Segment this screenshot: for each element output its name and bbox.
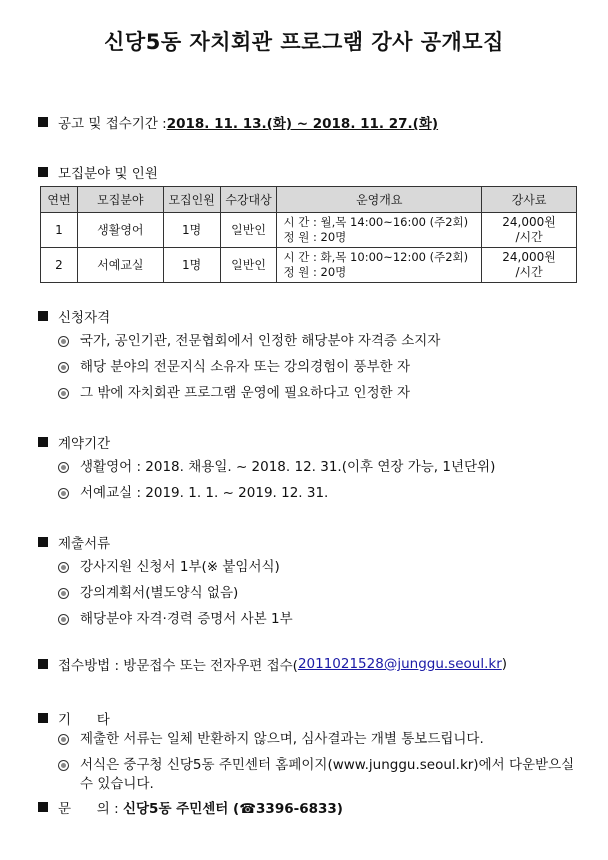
recruit-table — [40, 186, 577, 283]
notice-section — [38, 112, 588, 132]
list-item-text: 강의계획서(별도양식 없음) — [80, 585, 239, 601]
cell-count: 1명 — [163, 213, 220, 248]
header-target: 수강대상 — [220, 187, 277, 213]
list-item-text: 해당 분야의 전문지식 소유자 또는 강의경험이 풍부한 자 — [80, 359, 410, 375]
fee-unit: /시간 — [515, 230, 543, 244]
documents-section — [38, 532, 588, 636]
cell-fee — [482, 213, 577, 248]
header-overview: 운영개요 — [277, 187, 482, 213]
list-item-text: 제출한 서류는 일체 반환하지 않으며, 심사결과는 개별 통보드립니다. — [80, 731, 484, 747]
square-bullet-icon — [38, 659, 48, 669]
inquiry-value: 신당5동 주민센터 (☎3396-6833) — [122, 801, 343, 817]
qualification-heading: 신청자격 — [58, 310, 111, 326]
cell-overview — [277, 213, 482, 248]
submission-label: 접수방법 : 방문접수 또는 전자우편 접수( — [58, 658, 298, 674]
list-item-text: 강사지원 신청서 1부(※ 붙임서식) — [80, 559, 280, 575]
contract-section — [38, 432, 588, 510]
etc-heading: 기 타 — [58, 712, 110, 728]
cell-no: 1 — [41, 213, 78, 248]
etc-section — [38, 708, 588, 801]
fee-amount: 24,000원 — [502, 250, 556, 264]
list-item-text: 서식은 중구청 신당5동 주민센터 홈페이지(www.junggu.seoul.kr)에서 다운받으실 수 있습니다. — [80, 757, 575, 792]
list-item-text: 국가, 공인기관, 전문협회에서 인정한 해당분야 자격증 소지자 — [80, 333, 441, 349]
list-item — [58, 730, 588, 749]
circle-bullet-icon — [58, 362, 69, 373]
circle-bullet-icon — [58, 588, 69, 599]
table-header-row — [41, 187, 577, 213]
notice-period: 2018. 11. 13.(화) ~ 2018. 11. 27.(화) — [166, 116, 439, 132]
circle-bullet-icon — [58, 562, 69, 573]
cell-field: 생활영어 — [77, 213, 163, 248]
inquiry-label: 문 의 : — [58, 801, 123, 817]
fee-unit: /시간 — [515, 265, 543, 279]
fee-amount: 24,000원 — [502, 215, 556, 229]
page-title: 신당5동 자치회관 프로그램 강사 공개모집 — [104, 30, 504, 54]
cell-fee — [482, 248, 577, 283]
email-link[interactable]: 2011021528@junggu.seoul.kr — [297, 656, 502, 672]
overview-capacity: 정 원 : 20명 — [283, 265, 347, 279]
square-bullet-icon — [38, 167, 48, 177]
cell-field: 서예교실 — [77, 248, 163, 283]
inquiry-section — [38, 797, 588, 817]
cell-no: 2 — [41, 248, 78, 283]
square-bullet-icon — [38, 437, 48, 447]
list-item — [58, 358, 588, 377]
circle-bullet-icon — [58, 462, 69, 473]
header-no: 연번 — [41, 187, 78, 213]
square-bullet-icon — [38, 713, 48, 723]
square-bullet-icon — [38, 802, 48, 812]
overview-capacity: 정 원 : 20명 — [283, 230, 347, 244]
notice-label: 공고 및 접수기간 : — [58, 116, 167, 132]
list-item — [58, 332, 588, 351]
circle-bullet-icon — [58, 734, 69, 745]
cell-overview — [277, 248, 482, 283]
cell-count: 1명 — [163, 248, 220, 283]
recruit-section — [38, 162, 588, 182]
list-item — [58, 756, 588, 794]
overview-schedule: 시 간 : 화,목 10:00~12:00 (주2회) — [283, 250, 469, 264]
documents-heading: 제출서류 — [58, 536, 111, 552]
cell-target: 일반인 — [220, 213, 277, 248]
list-item — [58, 558, 588, 577]
header-field: 모집분야 — [77, 187, 163, 213]
list-item — [58, 584, 588, 603]
qualification-section — [38, 306, 588, 410]
submission-section — [38, 654, 588, 674]
square-bullet-icon — [38, 537, 48, 547]
circle-bullet-icon — [58, 614, 69, 625]
header-fee: 강사료 — [482, 187, 577, 213]
header-count: 모집인원 — [163, 187, 220, 213]
circle-bullet-icon — [58, 488, 69, 499]
list-item-text: 생활영어 : 2018. 채용일. ~ 2018. 12. 31.(이후 연장 가능, 1년단위) — [80, 459, 496, 475]
table-row — [41, 248, 577, 283]
square-bullet-icon — [38, 117, 48, 127]
list-item-text: 해당분야 자격·경력 증명서 사본 1부 — [80, 611, 293, 627]
overview-schedule: 시 간 : 월,목 14:00~16:00 (주2회) — [283, 215, 469, 229]
list-item — [58, 384, 588, 403]
list-item — [58, 484, 588, 503]
circle-bullet-icon — [58, 760, 69, 771]
list-item — [58, 458, 588, 477]
submission-close: ) — [501, 656, 508, 672]
table-row — [41, 213, 577, 248]
circle-bullet-icon — [58, 336, 69, 347]
cell-target: 일반인 — [220, 248, 277, 283]
list-item — [58, 610, 588, 629]
contract-heading: 계약기간 — [58, 436, 111, 452]
recruit-heading: 모집분야 및 인원 — [58, 166, 158, 182]
list-item-text: 서예교실 : 2019. 1. 1. ~ 2019. 12. 31. — [80, 485, 329, 501]
list-item-text: 그 밖에 자치회관 프로그램 운영에 필요하다고 인정한 자 — [80, 385, 410, 401]
circle-bullet-icon — [58, 388, 69, 399]
square-bullet-icon — [38, 311, 48, 321]
